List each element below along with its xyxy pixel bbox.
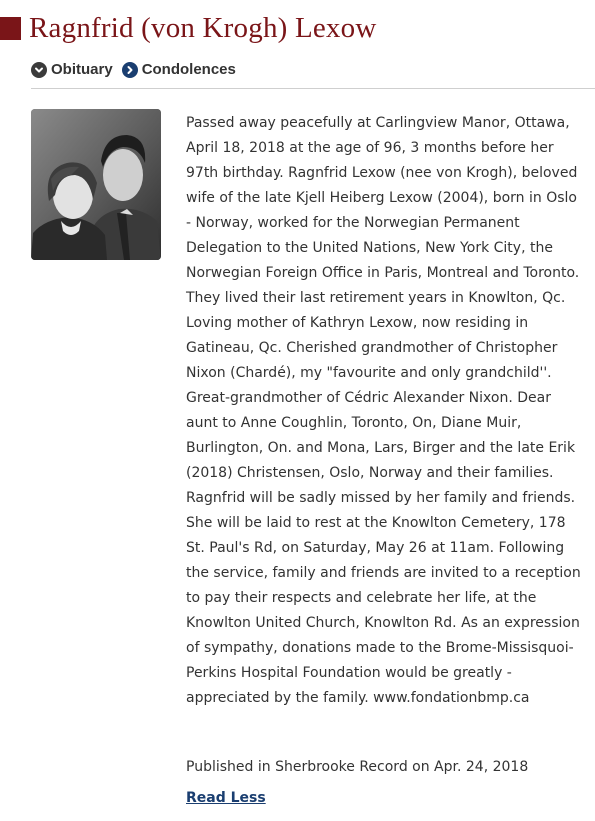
obituary-paragraph: Passed away peacefully at Carlingview Manor, Ottawa, April 18, 2018 at the age of 96, 3 months before her 97th birthday. Ragnfrid Lexow (nee von Krogh), beloved wife of the late Kjell Heiberg Lexow (2004), born in Oslo - Norway, worked for the Norwegian Permanent Delegation to the United Nations, New York City, the Norwegian Foreign Office in Paris, Montreal and Toronto. They lived their last retirement years in Knowlton, Qc.: [186, 115, 580, 306]
tab-obituary[interactable]: [31, 61, 113, 78]
tabs-divider: [31, 88, 595, 89]
chevron-right-icon: [122, 62, 138, 78]
published-line: Published in Sherbrooke Record on Apr. 24, 2018: [186, 759, 529, 775]
page-title: Ragnfrid (von Krogh) Lexow: [29, 11, 377, 44]
read-less-link[interactable]: Read Less: [186, 790, 266, 806]
obituary-tabs: [31, 61, 245, 78]
tab-obituary-label: Obituary: [51, 61, 113, 78]
obituary-paragraph: Loving mother of Kathryn Lexow, now residing in Gatineau, Qc. Cherished grandmother of Christopher Nixon (Chardé), my "favourite and only grandchild''. Great-grandmother of Cédric Alexander Nixon. Dear aunt to Anne Coughlin, Toronto, On, Diane Muir, Burlington, On. and Mona, Lars, Birger and the late Erik (2018) Christensen, Oslo, Norway and their families. Ragnfrid will be sadly missed by her family and friends. She will be laid to rest at the Knowlton Cemetery, 178 St. Paul's Rd, on Saturday, May 26 at 11am. Following the service, family and friends are invited to a reception to pay their respects and celebrate her life, at the Knowlton United Church, Knowlton Rd. As an expression of sympathy, donations made to the Brome-Missisquoi-Perkins Hospital Foundation would be greatly - appreciated by the family. www.fondationbmp.ca: [186, 315, 581, 706]
couple-photo: [31, 109, 161, 260]
chevron-down-icon: [31, 62, 47, 78]
obituary-text: [186, 111, 586, 711]
page-header: [0, 10, 376, 46]
tab-condolences[interactable]: [122, 61, 236, 78]
title-accent-block: [0, 17, 21, 40]
tab-condolences-label: Condolences: [141, 61, 236, 78]
